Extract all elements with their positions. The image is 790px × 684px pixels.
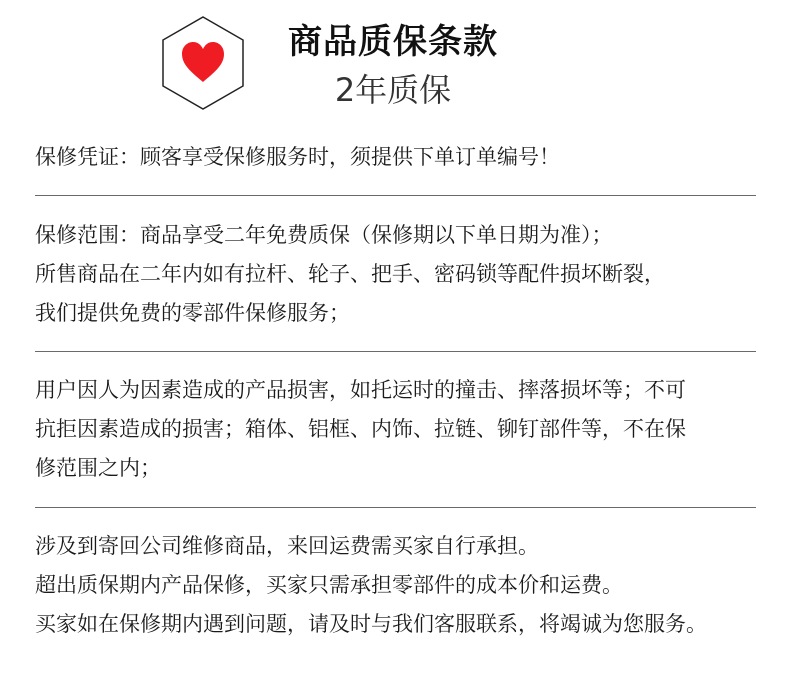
page-subtitle: 2年质保 <box>334 71 452 109</box>
warranty-voucher-section <box>35 138 755 177</box>
section-line: 超出质保期内产品保修，买家只需承担零部件的成本价和运费。 <box>35 573 623 597</box>
header <box>0 0 790 120</box>
warranty-scope-section <box>35 216 755 333</box>
divider <box>35 351 756 352</box>
shipping-cost-section <box>35 527 755 644</box>
section-line: 所售商品在二年内如有拉杆、轮子、把手、密码锁等配件损坏断裂， <box>35 262 665 286</box>
section-line: 用户因人为因素造成的产品损害，如托运时的撞击、摔落损坏等；不可 <box>35 378 686 402</box>
section-line: 修范围之内； <box>35 456 161 480</box>
page-title: 商品质保条款 <box>288 22 498 62</box>
section-line: 我们提供免费的零部件保修服务； <box>35 301 350 325</box>
divider <box>35 195 756 196</box>
section-line: 保修范围：商品享受二年免费质保（保修期以下单日期为准）； <box>35 223 613 247</box>
section-line: 抗拒因素造成的损害；箱体、铝框、内饰、拉链、铆钉部件等，不在保 <box>35 417 686 441</box>
section-line: 买家如在保修期内遇到问题，请及时与我们客服联系，将竭诚为您服务。 <box>35 612 707 636</box>
divider <box>35 507 756 508</box>
section-line: 保修凭证：顾客享受保修服务时，须提供下单订单编号！ <box>35 145 560 169</box>
hexagon-badge <box>162 16 244 110</box>
section-line: 涉及到寄回公司维修商品，来回运费需买家自行承担。 <box>35 534 539 558</box>
exclusions-section <box>35 371 755 488</box>
